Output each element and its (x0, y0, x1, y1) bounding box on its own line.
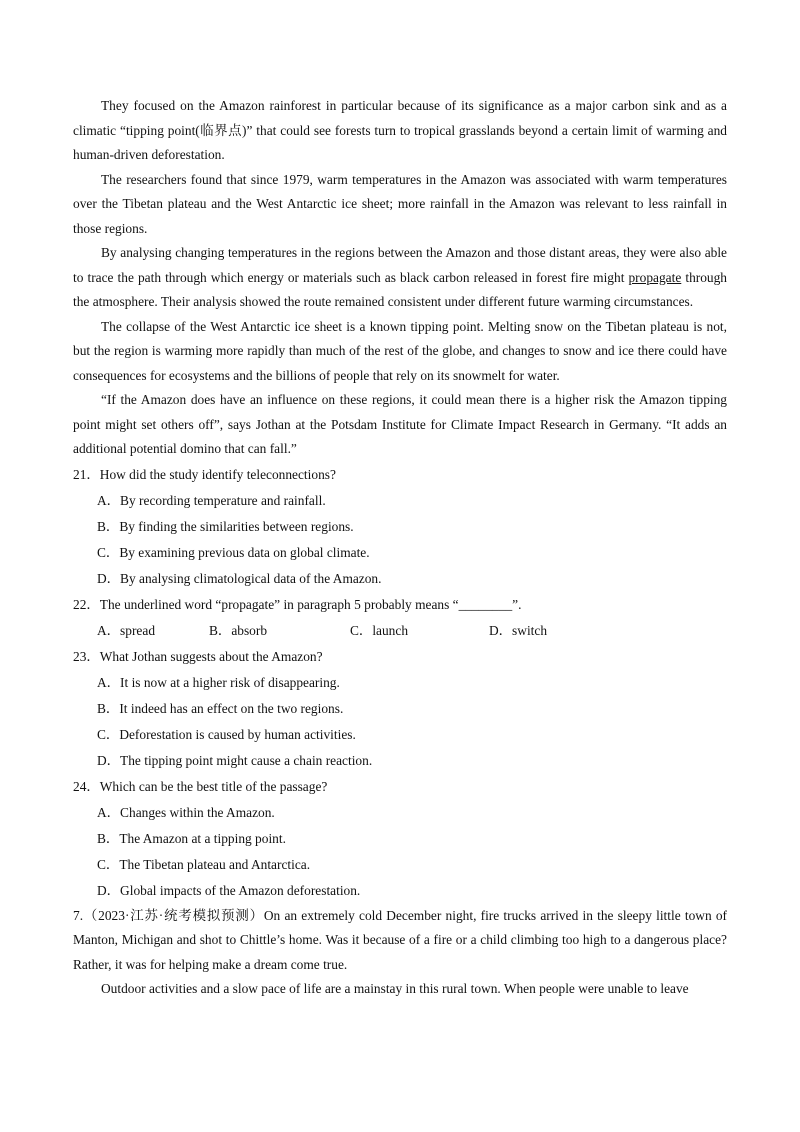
paragraph-3-text-start: By analysing changing temperatures in the regions between the Amazon and those distant areas, they were also able to trace the path through which energy or materials such as black carbon released in forest fire might (73, 245, 727, 285)
question-23-stem: 23．What Jothan suggests about the Amazon? (73, 648, 323, 664)
question-23 (73, 644, 727, 774)
question-22-option-a: A．spread (97, 622, 156, 638)
question-22-option-d: D．switch (489, 622, 548, 638)
question-21 (73, 462, 727, 592)
passage-paragraph-2: The researchers found that since 1979, warm temperatures in the Amazon was associated with warm temperatures over the Tibetan plateau and the West Antarctic ice sheet; more rainfall in the Amazon was relevant to less rainfall in those regions. (73, 171, 727, 236)
question-24-option-b: B．The Amazon at a tipping point. (97, 830, 286, 846)
question-24 (73, 774, 727, 904)
question-24-option-c: C．The Tibetan plateau and Antarctica. (97, 856, 311, 872)
question-22 (73, 592, 727, 644)
passage-paragraph-5: “If the Amazon does have an influence on these regions, it could mean there is a higher risk the Amazon tipping point might set others off”, says Jothan at the Potsdam Institute for Climate Impact Research in Germany. “It adds an additional potential domino that can fall.” (73, 392, 727, 456)
question-22-stem: 22．The underlined word “propagate” in paragraph 5 probably means “________”. (73, 596, 522, 612)
question-21-option-b: B．By finding the similarities between regions. (97, 518, 354, 534)
next-passage-paragraph-2: Outdoor activities and a slow pace of life are a mainstay in this rural town. When people were unable to leave (101, 981, 689, 996)
question-21-stem: 21．How did the study identify teleconnections? (73, 466, 336, 482)
passage-paragraph-3 (73, 241, 727, 315)
question-23-option-c: C．Deforestation is caused by human activities. (97, 726, 356, 742)
question-24-option-a: A．Changes within the Amazon. (97, 804, 275, 820)
next-passage-paragraph-1: 7.（2023·江苏·统考模拟预测）On an extremely cold December night, fire trucks arrived in the sleepy little town of Manton, Michigan and shot to Chittle’s home. Was it because of a fire or a child climbing too high to a dangerous place? Rather, it was for helping make a dream come true. (73, 907, 727, 972)
passage-paragraph-4: The collapse of the West Antarctic ice sheet is a known tipping point. Melting snow on the Tibetan plateau is not, but the region is warming more rapidly than much of the rest of the globe, and changes to snow and ice there could have consequences for ecosystems and the billions of people that rely on its snowmelt for water. (73, 318, 727, 383)
question-22-option-b: B．absorb (209, 622, 268, 638)
underlined-word-propagate: propagate (628, 269, 682, 285)
question-21-option-c: C．By examining previous data on global climate. (97, 544, 370, 560)
question-23-option-b: B．It indeed has an effect on the two regions. (97, 700, 344, 716)
question-23-option-d: D．The tipping point might cause a chain reaction. (97, 752, 373, 768)
question-22-options (97, 618, 727, 644)
question-23-option-a: A．It is now at a higher risk of disappearing. (97, 674, 340, 690)
question-22-option-c: C．launch (350, 622, 409, 638)
passage-paragraph-1: They focused on the Amazon rainforest in particular because of its significance as a major carbon sink and as a climatic “tipping point(临界点)” that could see forests turn to tropical grasslands beyond a certain limit of warming and human-driven deforestation. (73, 98, 727, 162)
question-21-option-d: D．By analysing climatological data of the Amazon. (97, 570, 382, 586)
document-content (73, 94, 727, 1002)
question-24-stem: 24．Which can be the best title of the passage? (73, 778, 328, 794)
question-24-option-d: D．Global impacts of the Amazon deforestation. (97, 882, 361, 898)
question-21-option-a: A．By recording temperature and rainfall. (97, 492, 326, 508)
paragraph-3-text-end: through the atmosphere. Their analysis showed the route remained consistent under different future warming circumstances. (73, 269, 727, 309)
